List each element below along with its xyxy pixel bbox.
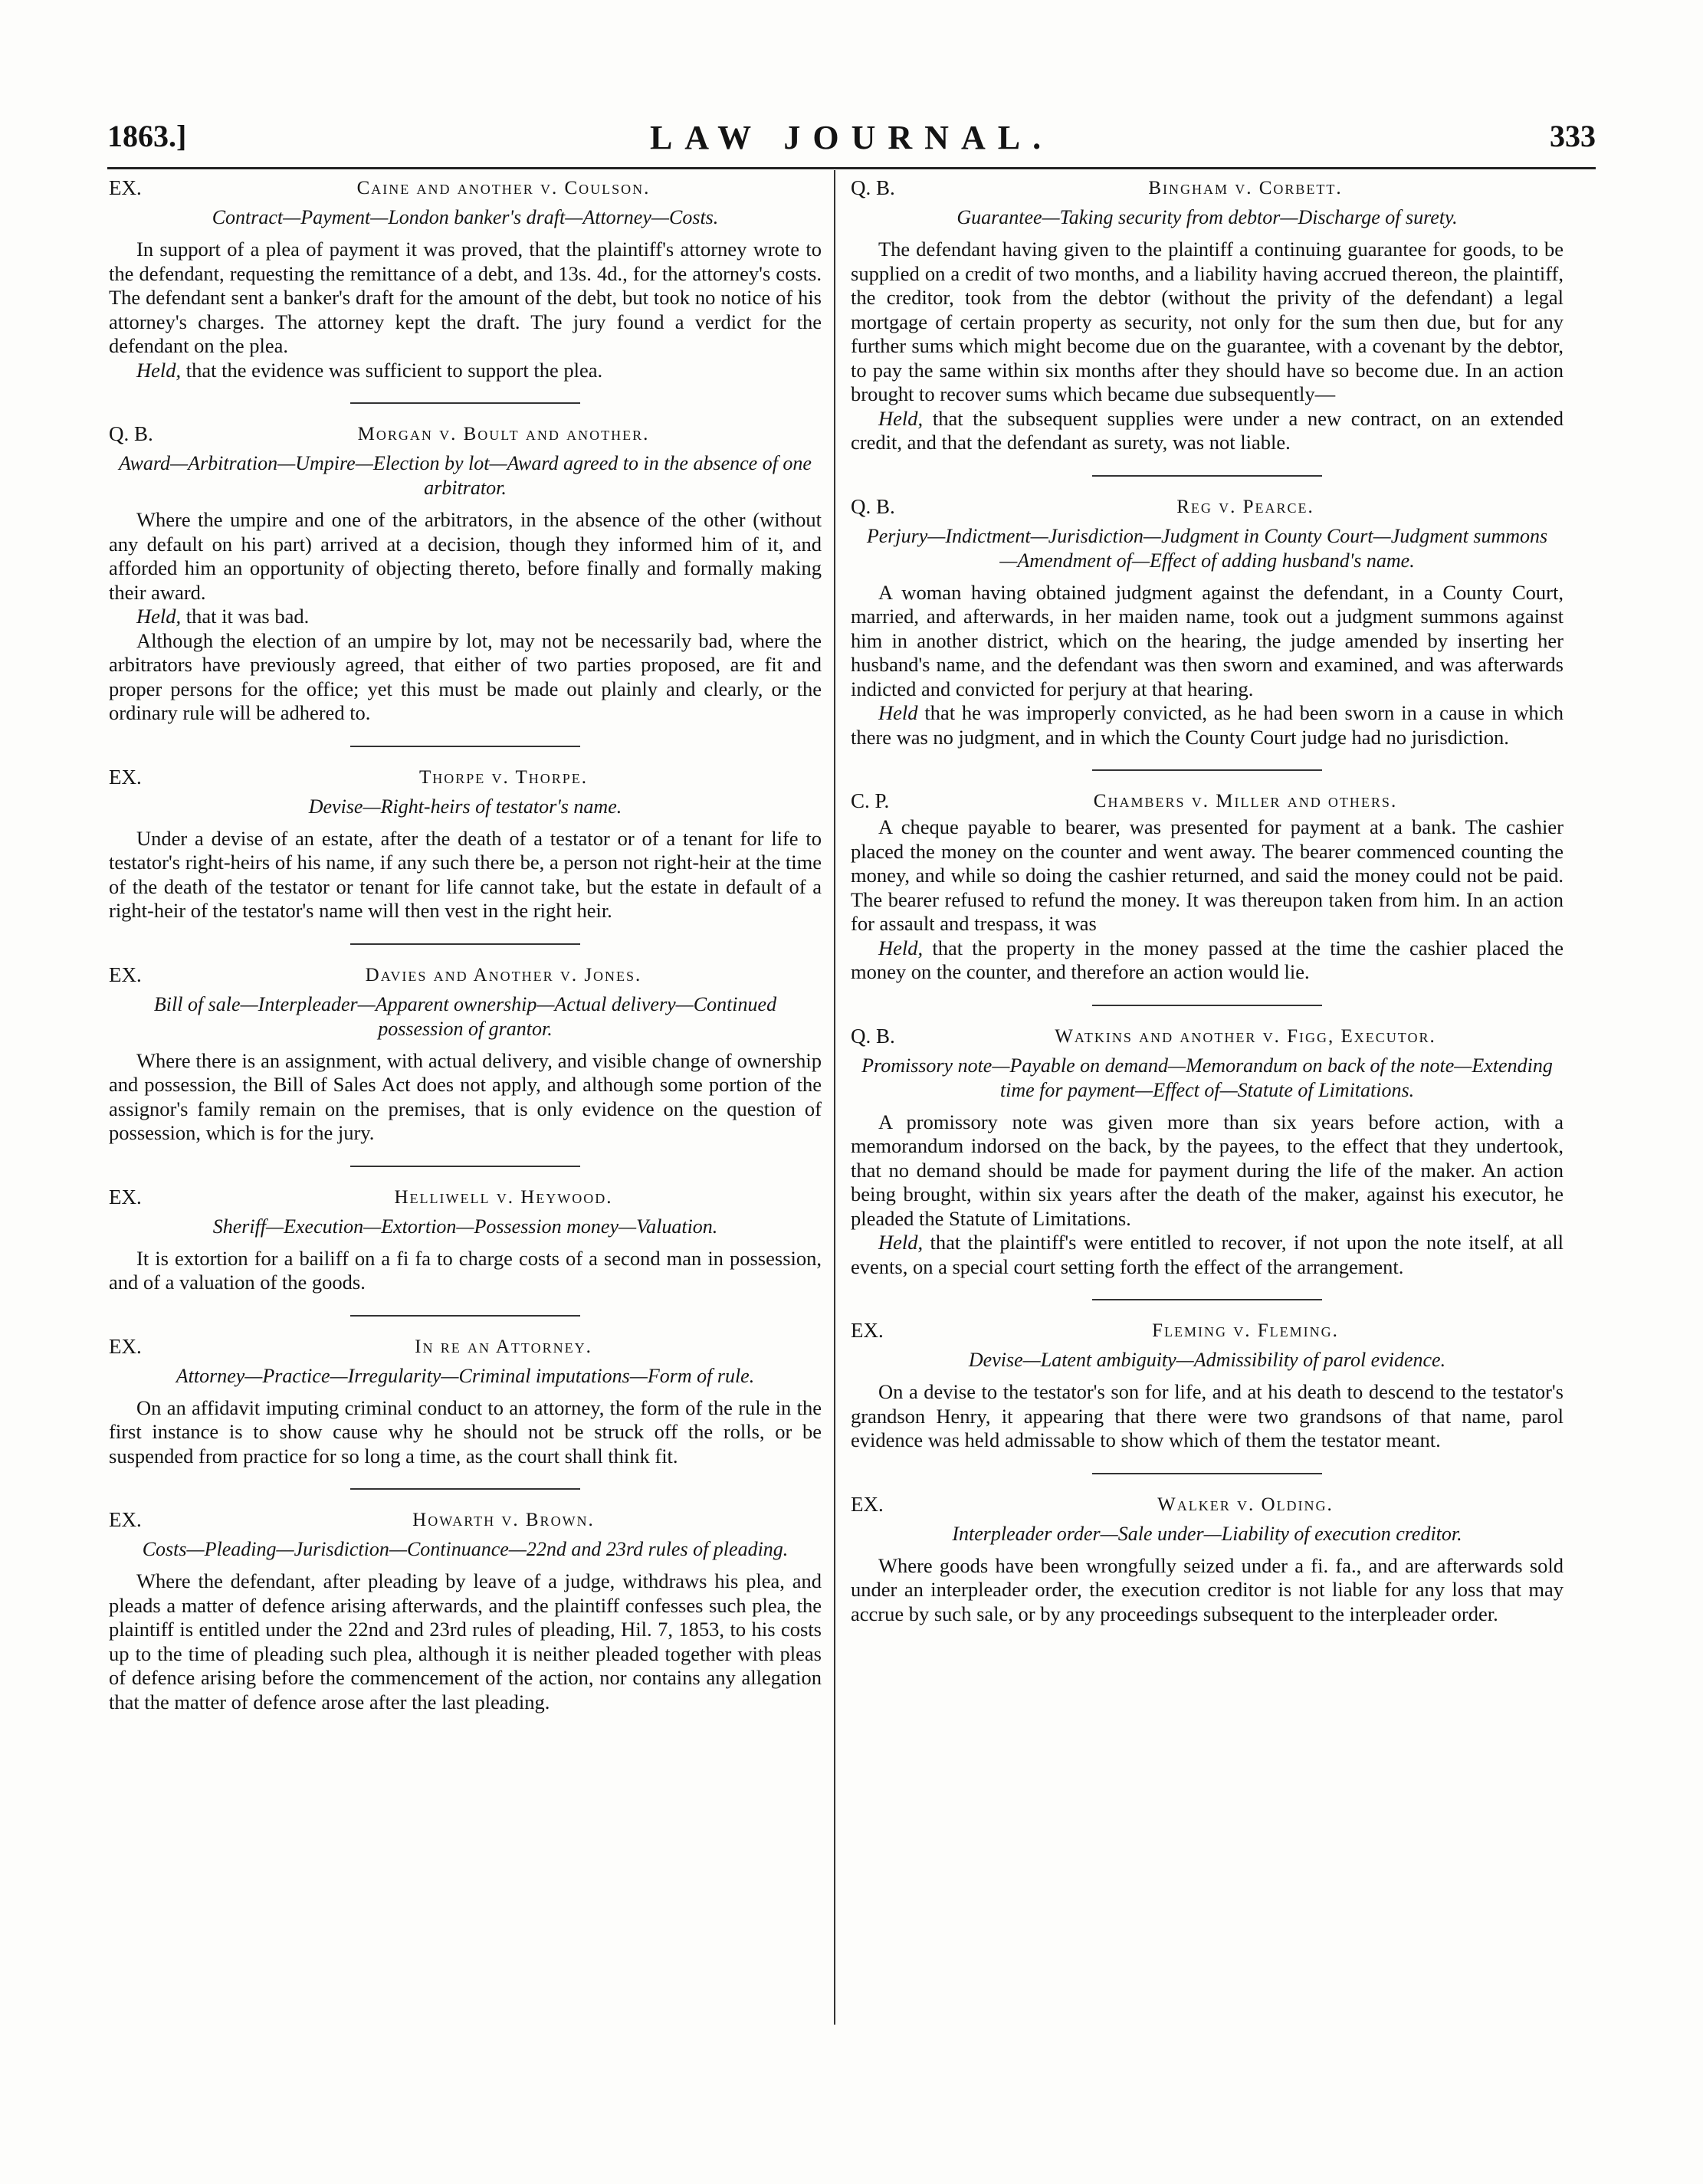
paragraph: [109, 1569, 822, 1714]
case-title: Helliwell v. Heywood.: [394, 1186, 613, 1208]
held-label: Held,: [136, 605, 182, 628]
section-divider: [1092, 1299, 1322, 1300]
paragraph-text: that the subsequent supplies were under a new contract, on an extended credit, and that the defendant as surety, was not liable.: [851, 406, 1564, 454]
paragraph-text: that it was bad.: [181, 605, 310, 628]
section-divider: [350, 1315, 580, 1317]
case-title: Chambers v. Miller and others.: [1093, 791, 1398, 812]
section-divider: [350, 1488, 580, 1490]
case-heading: [109, 1332, 822, 1361]
paragraph: [851, 581, 1564, 702]
paragraph-text: Under a devise of an estate, after the death of a testator or of a tenant for life to testator's right-heirs of his name, if any such there be, a person not right-heir at the time of the death of the testator or tenant for life cannot take, but the estate in default of a right-heir of the testator's name will then vest in the right heir.: [109, 826, 822, 922]
running-header: [107, 118, 1596, 169]
left-column: [109, 173, 822, 1734]
paragraph: [109, 1247, 822, 1295]
paragraph-text: The defendant having given to the plaintiff a continuing guarantee for goods, to be supplied on a credit of two months, and a liability having accrued thereon, the plaintiff, the creditor, took from the debtor (without the privity of the defendant) a legal mortgage of certain property as security, not only for the sum then due, but for any further sums which might become due on the guarantee, with a covenant by the debtor, to pay the same within six months after they should have so become due. In an action brought to recover sums which became due subsequently—: [851, 238, 1564, 405]
case-heading: [109, 419, 822, 448]
paragraph: [109, 827, 822, 923]
case-heading: [851, 1490, 1564, 1519]
paragraph-text: A cheque payable to bearer, was presented for payment at a bank. The cashier placed the money on the counter and went away. The bearer commenced counting the money, and while so doing the cashier returned, and said the money could not be paid. The bearer refused to refund the money. It was thereupon taken from him. In an action for assault and trespass, it was: [851, 815, 1564, 935]
case-report: [109, 173, 822, 382]
case-title: Caine and another v. Coulson.: [356, 178, 651, 198]
case-report: [109, 1505, 822, 1714]
case-report: [851, 1490, 1564, 1627]
court-label: Q. B.: [851, 176, 895, 199]
case-title: Walker v. Olding.: [1157, 1494, 1334, 1515]
paragraph-text: Where there is an assignment, with actual delivery, and visible change of ownership and possession, the Bill of Sales Act does not apply, and although some portion of the assignor's family remain on the premises, that is only evidence on the question of possession, which is for the jury.: [109, 1048, 822, 1144]
paragraph: [109, 238, 822, 359]
case-heading: [851, 1021, 1564, 1051]
catchwords: Award—Arbitration—Umpire—Election by lot—Award agreed to in the absence of one arbitrator.: [119, 452, 812, 499]
catchwords: Bill of sale—Interpleader—Apparent ownership—Actual delivery—Continued possession of grantor.: [153, 992, 777, 1040]
court-label: EX.: [109, 176, 142, 199]
paragraph-text: It is extortion for a bailiff on a fi fa to charge costs of a second man in possession, and of a valuation of the goods.: [109, 1246, 822, 1294]
case-report: [851, 786, 1564, 985]
case-title: Thorpe v. Thorpe.: [418, 766, 589, 788]
paragraph-text: Although the election of an umpire by lot, may not be necessarily bad, where the arbitrators have previously agreed, that either of two parties proposed, are fit and proper persons for the office; yet this must be made out plainly and clearly, or the ordinary rule will be adhered to.: [109, 628, 822, 724]
right-column: [851, 173, 1564, 1646]
held-label: Held,: [878, 936, 924, 959]
column-separator: [834, 170, 835, 2025]
header-year: 1863.]: [107, 119, 187, 153]
section-divider: [1092, 1005, 1322, 1006]
section-divider: [1092, 475, 1322, 477]
catchwords: Costs—Pleading—Jurisdiction—Continuance—22nd and 23rd rules of pleading.: [142, 1538, 789, 1560]
paragraph-text: that the plaintiff's were entitled to recover, if not upon the note itself, at all events, on a special court setting forth the effect of the arrangement.: [851, 1231, 1564, 1278]
case-title: Reg v. Pearce.: [1176, 496, 1314, 517]
paragraph-text: that the property in the money passed at the time the cashier placed the money on the counter, and therefore an action would lie.: [851, 936, 1564, 983]
case-report: [851, 1021, 1564, 1280]
case-title: Morgan v. Boult and another.: [357, 424, 650, 444]
case-heading: [109, 173, 822, 202]
court-label: EX.: [109, 1508, 142, 1531]
case-report: [109, 960, 822, 1146]
case-report: [851, 1316, 1564, 1453]
journal-title: LAW JOURNAL.: [649, 119, 1054, 156]
case-heading: [851, 492, 1564, 521]
paragraph: [851, 815, 1564, 936]
paragraph: [109, 629, 822, 726]
paragraph: [109, 508, 822, 605]
paragraph: [851, 1231, 1564, 1279]
held-label: Held,: [878, 1231, 924, 1254]
section-divider: [350, 1166, 580, 1167]
case-heading: [851, 1316, 1564, 1345]
catchwords: Guarantee—Taking security from debtor—Discharge of surety.: [957, 206, 1458, 228]
paragraph-text: A promissory note was given more than six years before action, with a memorandum indorsed on the back, by the payees, to the effect that they undertook, that no demand should be made for payment during the life of the maker. An action being brought, within six years after the death of the maker, against his executor, he pleaded the Statute of Limitations.: [851, 1110, 1564, 1230]
paragraph-text: In support of a plea of payment it was proved, that the plaintiff's attorney wrote to the defendant, requesting the remittance of a debt, and 13s. 4d., for the attorney's costs. The defendant sent a banker's draft for the amount of the debt, but took no notice of his attorney's charges. The attorney kept the draft. The jury found a verdict for the defendant on the plea.: [109, 238, 822, 357]
paragraph: [851, 701, 1564, 749]
case-heading: [109, 762, 822, 792]
catchwords: Devise—Right-heirs of testator's name.: [308, 795, 622, 818]
case-report: [109, 1332, 822, 1469]
paragraph: [109, 605, 822, 629]
case-report: [851, 492, 1564, 750]
catchwords: Perjury—Indictment—Jurisdiction—Judgment in County Court—Judgment summons—Amendment of—Effect of adding husband's name.: [866, 524, 1548, 572]
court-label: Q. B.: [851, 494, 895, 518]
paragraph-text: Where the umpire and one of the arbitrators, in the absence of the other (without any default on his part) arrived at a decision, though they informed him of it, and afforded him an opportunity of objecting thereto, before finally and formally making their award.: [109, 508, 822, 604]
case-heading: [109, 960, 822, 989]
section-divider: [350, 746, 580, 747]
case-title: In re an Attorney.: [415, 1336, 592, 1357]
catchwords: Contract—Payment—London banker's draft—Attorney—Costs.: [212, 206, 719, 228]
paragraph-text: On an affidavit imputing criminal conduct to an attorney, the form of the rule in the first instance is to show cause why he should not be struck off the rolls, or be suspended from practice for so long a time, as the court shall think fit.: [109, 1395, 822, 1467]
case-heading: [109, 1505, 822, 1534]
case-report: [851, 173, 1564, 455]
section-divider: [350, 943, 580, 945]
court-label: EX.: [109, 1334, 142, 1358]
paragraph-text: On a devise to the testator's son for life, and at his death to descend to the testator's grandson Henry, it appearing that there were two grandsons of that name, parol evidence was held admissable to show which of them the testator meant.: [851, 1380, 1564, 1451]
paragraph: [851, 936, 1564, 985]
court-label: EX.: [109, 962, 142, 986]
case-heading: [109, 1182, 822, 1212]
section-divider: [350, 402, 580, 404]
paragraph: [851, 407, 1564, 455]
paragraph-text: that the evidence was sufficient to support the plea.: [181, 358, 603, 382]
case-title: Howarth v. Brown.: [412, 1510, 595, 1530]
paragraph: [851, 1554, 1564, 1627]
paragraph-text: Where goods have been wrongfully seized under a fi. fa., and are afterwards sold under an interpleader order, the execution creditor is not liable for any loss that may accrue by such sale, or by any proceedings subsequent to the interpleader order.: [851, 1553, 1564, 1625]
case-report: [109, 419, 822, 726]
catchwords: Devise—Latent ambiguity—Admissibility of parol evidence.: [968, 1349, 1446, 1371]
case-heading: [851, 786, 1564, 815]
court-label: EX.: [109, 765, 142, 789]
case-heading: [851, 173, 1564, 202]
case-title: Watkins and another v. Figg, Executor.: [1055, 1025, 1436, 1047]
paragraph-text: A woman having obtained judgment against the defendant, in a County Court, married, and afterwards, in her maiden name, took out a judgment summons against him in another district, which on the hearing, the judge amended by inserting her husband's name, and the defendant was then sworn and examined, and was afterwards indicted and convicted for perjury at that hearing.: [851, 580, 1564, 700]
case-title: Bingham v. Corbett.: [1148, 178, 1343, 198]
case-title: Fleming v. Fleming.: [1152, 1320, 1339, 1341]
case-report: [109, 1182, 822, 1295]
court-label: EX.: [851, 1319, 884, 1342]
paragraph: [851, 1380, 1564, 1453]
section-divider: [1092, 1473, 1322, 1474]
paragraph-text: that he was improperly convicted, as he had been sworn in a cause in which there was no judgment, and in which the County Court judge had no jurisdiction.: [851, 701, 1564, 749]
paragraph: [109, 1049, 822, 1146]
held-label: Held,: [136, 358, 182, 382]
court-label: EX.: [109, 1185, 142, 1208]
paragraph: [109, 359, 822, 383]
court-label: EX.: [851, 1492, 884, 1516]
catchwords: Attorney—Practice—Irregularity—Criminal imputations—Form of rule.: [176, 1364, 755, 1387]
page-number: 333: [1550, 119, 1596, 153]
paragraph: [851, 238, 1564, 407]
court-label: Q. B.: [109, 422, 153, 445]
section-divider: [1092, 769, 1322, 771]
header-rule: [107, 167, 1596, 169]
court-label: C. P.: [851, 789, 890, 812]
held-label: Held: [878, 701, 918, 724]
held-label: Held,: [878, 406, 924, 430]
case-report: [109, 762, 822, 923]
court-label: Q. B.: [851, 1024, 895, 1048]
catchwords: Sheriff—Execution—Extortion—Possession money—Valuation.: [212, 1215, 718, 1238]
catchwords: Promissory note—Payable on demand—Memorandum on back of the note—Extending time for payment—Effect of—Statute of Limitations.: [861, 1054, 1553, 1101]
paragraph: [109, 1396, 822, 1469]
case-title: Davies and Another v. Jones.: [365, 964, 642, 985]
catchwords: Interpleader order—Sale under—Liability of execution creditor.: [952, 1522, 1462, 1545]
paragraph: [851, 1110, 1564, 1231]
paragraph-text: Where the defendant, after pleading by leave of a judge, withdraws his plea, and pleads a matter of defence arising afterwards, and the plaintiff confesses such plea, the plaintiff is entitled under the 22nd and 23rd rules of pleading, Hil. 7, 1853, to his costs up to the time of pleading such plea, although it is neither pleaded together with pleas of defence arising before the commencement of the action, nor contains any allegation that the matter of defence arose after the last pleading.: [109, 1569, 822, 1713]
